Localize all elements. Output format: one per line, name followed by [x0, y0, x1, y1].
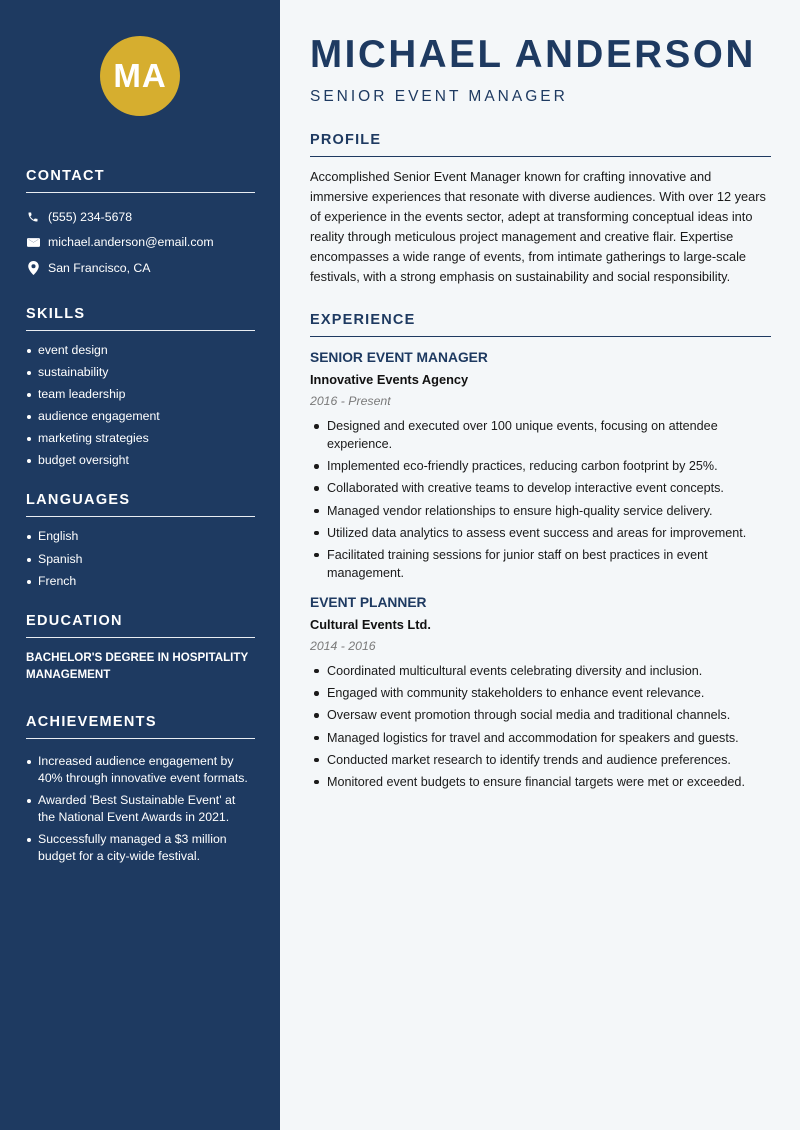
experience-heading: EXPERIENCE	[310, 312, 771, 337]
achievement-item: Awarded 'Best Sustainable Event' at the National Event Awards in 2021.	[26, 792, 255, 826]
duty-item: Designed and executed over 100 unique events, focusing on attendee experience.	[310, 417, 771, 453]
phone-icon	[26, 210, 40, 224]
contact-phone	[26, 204, 255, 230]
duty-item: Monitored event budgets to ensure financial targets were met or exceeded.	[310, 773, 771, 791]
achievements-heading: ACHIEVEMENTS	[26, 714, 255, 739]
duty-item: Managed logistics for travel and accommodation for speakers and guests.	[310, 729, 771, 747]
skill-item: sustainability	[26, 364, 255, 381]
skill-item: event design	[26, 342, 255, 359]
language-item: Spanish	[26, 551, 255, 568]
avatar-initials: MA	[113, 57, 167, 94]
profile-text: Accomplished Senior Event Manager known for crafting innovative and immersive experiences that resonate with diverse audiences. With over 12 years of experience in the events sector, adept at transforming conceptual ideas into reality through meticulous project management and creative flair. Expertise encompasses a wide range of events, from intimate gatherings to large-scale festivals, with a strong emphasis on sustainability and social responsibility.	[310, 169, 766, 284]
email-text: michael.anderson@email.com	[48, 235, 214, 250]
skills-heading: SKILLS	[26, 306, 255, 331]
languages-section	[26, 492, 255, 589]
duty-item: Utilized data analytics to assess event success and areas for improvement.	[310, 524, 771, 542]
duty-item: Engaged with community stakeholders to enhance event relevance.	[310, 684, 771, 702]
duty-item: Implemented eco-friendly practices, reducing carbon footprint by 25%.	[310, 457, 771, 475]
duty-item: Managed vendor relationships to ensure high-quality service delivery.	[310, 502, 771, 520]
job-entry	[310, 595, 771, 791]
achievement-item: Successfully managed a $3 million budget for a city-wide festival.	[26, 831, 255, 865]
education-heading: EDUCATION	[26, 613, 255, 638]
duty-item: Conducted market research to identify trends and audience preferences.	[310, 751, 771, 769]
contact-email	[26, 230, 255, 256]
achievements-section	[26, 714, 255, 865]
profile-section	[310, 132, 771, 287]
phone-text: (555) 234-5678	[48, 209, 133, 224]
skill-item: marketing strategies	[26, 430, 255, 447]
profile-heading: PROFILE	[310, 132, 771, 157]
email-icon	[26, 235, 40, 249]
skill-item: team leadership	[26, 386, 255, 403]
contact-heading: CONTACT	[26, 168, 255, 193]
main-content	[310, 0, 771, 795]
contact-section	[26, 168, 255, 281]
duty-item: Collaborated with creative teams to develop interactive event concepts.	[310, 479, 771, 497]
language-item: French	[26, 573, 255, 590]
job-title: EVENT PLANNER	[310, 594, 427, 610]
education-section	[26, 613, 255, 683]
job-entry	[310, 350, 771, 582]
company-name: Innovative Events Agency	[310, 372, 469, 387]
duty-item: Oversaw event promotion through social media and traditional channels.	[310, 706, 771, 724]
language-item: English	[26, 528, 255, 545]
contact-location	[26, 255, 255, 281]
duty-item: Coordinated multicultural events celebrating diversity and inclusion.	[310, 662, 771, 680]
achievement-item: Increased audience engagement by 40% through innovative event formats.	[26, 753, 255, 787]
skill-item: audience engagement	[26, 408, 255, 425]
skills-section	[26, 306, 255, 470]
candidate-role: SENIOR EVENT MANAGER	[310, 88, 568, 105]
location-text: San Francisco, CA	[48, 260, 151, 275]
sidebar	[0, 0, 280, 1130]
skill-item: budget oversight	[26, 452, 255, 469]
location-pin-icon	[26, 261, 40, 275]
languages-heading: LANGUAGES	[26, 492, 255, 517]
candidate-name: MICHAEL ANDERSON	[310, 33, 756, 76]
experience-section	[310, 312, 771, 791]
duty-item: Facilitated training sessions for junior staff on best practices in event management.	[310, 546, 771, 582]
job-dates: 2016 - Present	[310, 394, 391, 408]
degree-title: BACHELOR'S DEGREE IN HOSPITALITY MANAGEMENT	[26, 650, 248, 681]
job-dates: 2014 - 2016	[310, 638, 376, 653]
avatar	[100, 36, 180, 116]
company-name: Cultural Events Ltd.	[310, 616, 431, 632]
job-title: SENIOR EVENT MANAGER	[310, 350, 488, 365]
